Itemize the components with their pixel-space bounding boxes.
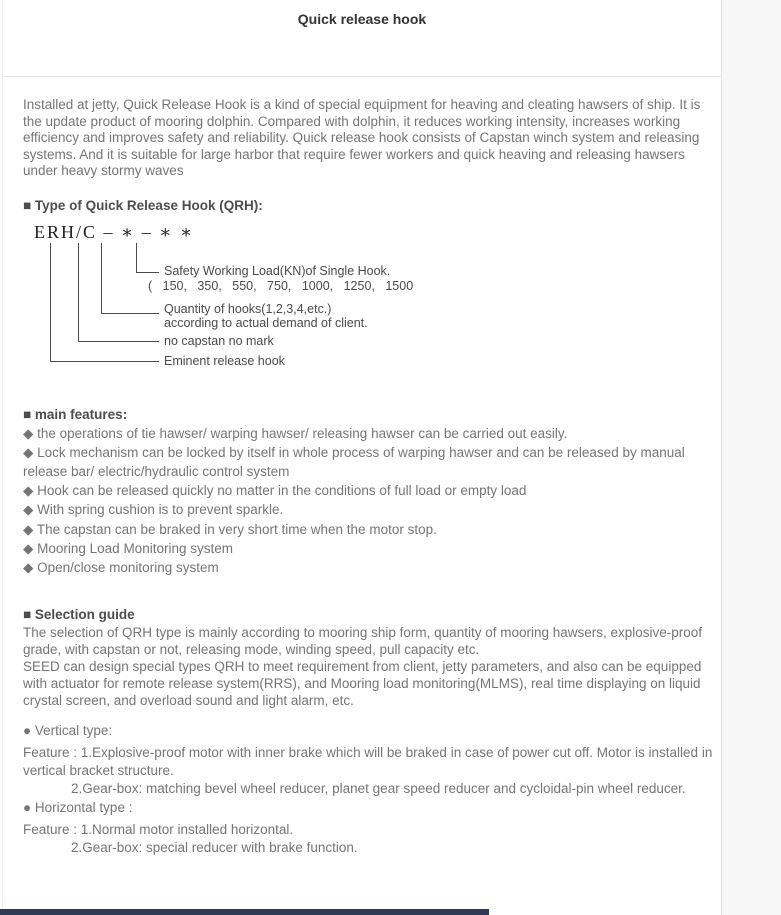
label-swl-values: ( 150, 350, 550, 750, 1000, 1250, 1500 — [148, 278, 414, 293]
feature-item: ◆ The capstan can be braked in very short time when the motor stop. — [23, 521, 437, 537]
leader-hline-eminent — [50, 361, 159, 362]
feature-item: ◆ Lock mechanism can be locked by itself in whole process of warping hawser and can be released by manual release bar/ electric/hydraulic control system — [23, 444, 685, 479]
horizontal-type-heading: ● Horizontal type : — [23, 800, 133, 816]
horizontal-feature-2: 2.Gear-box: special reducer with brake function. — [71, 840, 358, 856]
label-eminent: Eminent release hook — [164, 353, 285, 368]
label-quantity-line2: according to actual demand of client. — [164, 315, 368, 330]
main-features-section — [23, 405, 705, 578]
leader-hline-capstan — [78, 341, 159, 342]
feature-item: ◆ With spring cushion is to prevent sparkle. — [23, 502, 284, 518]
leader-line-quantity — [101, 243, 102, 313]
label-swl: Safety Working Load(KN)of Single Hook. — [164, 263, 391, 278]
intro-paragraph: Installed at jetty, Quick Release Hook is a kind of special equipment for heaving and cleating hawsers of ship. It is the update product of mooring dolphin. Compared with dolphin, it reduces working intensity, increases working efficiency and improves safety and reliability. Quick release hook consists of Capstan winch system and releasing systems. And it is suitable for large harbor that require fewer workers and quick heaving and releasing hawsers under heavy stormy waves — [23, 97, 701, 178]
feature-item: ◆ Mooring Load Monitoring system — [23, 540, 233, 556]
leader-line-eminent — [50, 243, 51, 361]
label-no-capstan: no capstan no mark — [164, 333, 274, 348]
vertical-feature-1: Feature : 1.Explosive-proof motor with inner brake which will be braked in case of power cut off. Motor is installed in vertical bracket structure. — [23, 745, 713, 779]
leader-hline-quantity — [101, 313, 159, 314]
vertical-feature-2: 2.Gear-box: matching bevel wheel reducer, planet gear speed reducer and cycloidal-pin wheel reducer. — [71, 781, 686, 797]
page-title: Quick release hook — [297, 11, 427, 27]
article-body — [3, 77, 721, 857]
selection-heading: ■ Selection guide — [23, 607, 135, 623]
horizontal-feature-1: Feature : 1.Normal motor installed horizontal. — [23, 822, 294, 838]
page-header — [3, 0, 721, 77]
type-variants-section — [23, 721, 713, 857]
leader-line-capstan — [78, 243, 79, 341]
label-quantity-line1: Quantity of hooks(1,2,3,4,etc.) — [164, 301, 332, 316]
feature-item: ◆ Hook can be released quickly no matter in the conditions of full load or empty load — [23, 483, 527, 499]
features-heading: ■ main features: — [23, 406, 128, 422]
bottom-progress-bar — [0, 909, 489, 915]
type-code-diagram — [23, 243, 705, 369]
selection-paragraph-2: SEED can design special types QRH to meet requirement from client, jetty parameters, and also can be equipped with actuator for remote release system(RRS), and Mooring load monitoring(MLMS), real time displaying on liquid crystal screen, and overload sound and light alarm, etc. — [23, 659, 702, 709]
feature-item: ◆ Open/close monitoring system — [23, 559, 219, 575]
qrh-type-formula: ERH/C – ∗ – ∗ ∗ — [34, 221, 195, 242]
vertical-type-heading: ● Vertical type: — [23, 723, 113, 739]
content-panel — [2, 0, 721, 915]
right-margin-strip — [721, 0, 781, 915]
selection-guide-section — [23, 605, 705, 709]
leader-line-swl — [136, 243, 137, 272]
leader-hline-swl — [136, 272, 159, 273]
type-section-heading: ■ Type of Quick Release Hook (QRH): — [23, 197, 263, 213]
selection-paragraph-1: The selection of QRH type is mainly according to mooring ship form, quantity of mooring hawsers, explosive-proof grade, with capstan or not, releasing mode, winding speed, pull capacity etc. — [23, 625, 703, 658]
feature-item: ◆ the operations of tie hawser/ warping hawser/ releasing hawser can be carried out easily. — [23, 425, 568, 441]
